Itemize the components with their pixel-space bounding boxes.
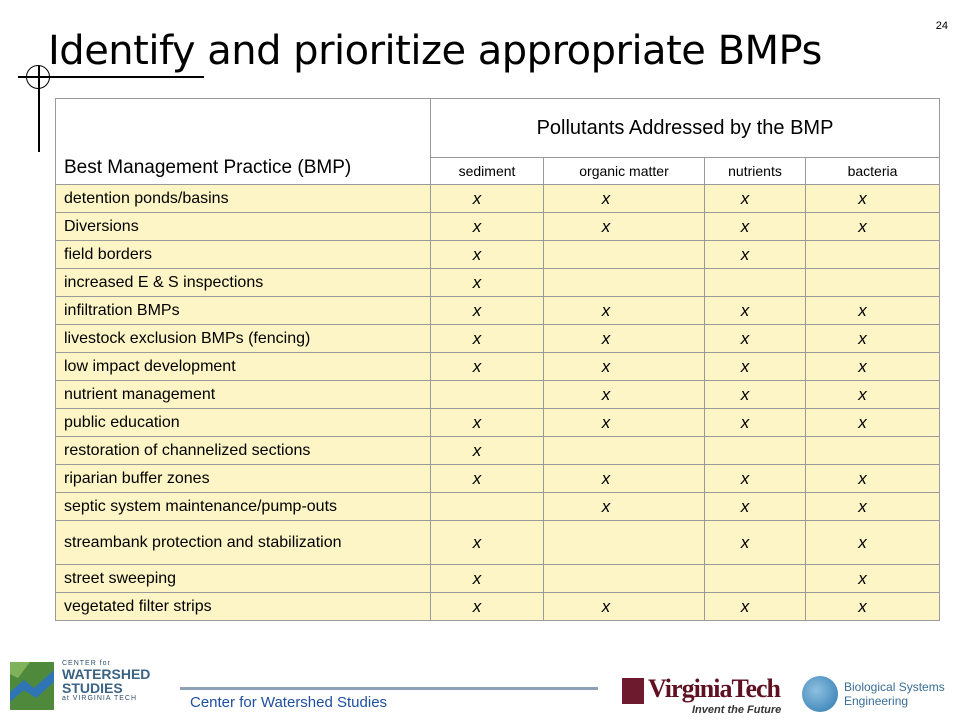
pollutant-mark-cell (544, 381, 705, 409)
pollutant-mark-cell (806, 565, 940, 593)
bmp-table-body (56, 185, 940, 621)
bmp-name-cell: riparian buffer zones (56, 465, 431, 493)
pollutant-mark-cell (705, 297, 806, 325)
pollutant-mark: x (601, 596, 611, 616)
pollutant-mark-cell (431, 241, 544, 269)
table-row (56, 593, 940, 621)
pollutant-mark-cell (431, 353, 544, 381)
pollutant-mark: x (472, 244, 482, 264)
pollutant-mark-cell (544, 241, 705, 269)
pollutant-mark: x (858, 532, 867, 552)
pollutant-mark: x (858, 356, 867, 376)
pollutant-mark-cell (806, 353, 940, 381)
bmp-name-cell: nutrient management (56, 381, 431, 409)
bmp-name-cell: septic system maintenance/pump-outs (56, 493, 431, 521)
pollutant-mark-cell (806, 409, 940, 437)
pollutant-mark: x (601, 468, 611, 488)
bmp-table (55, 98, 940, 621)
bmp-name-cell: livestock exclusion BMPs (fencing) (56, 325, 431, 353)
table-row (56, 465, 940, 493)
pollutant-mark-cell (544, 593, 705, 621)
bmp-name-cell: vegetated filter strips (56, 593, 431, 621)
pollutant-mark-cell (431, 409, 544, 437)
pollutant-mark: x (601, 216, 611, 236)
cws-logo-line1: CENTER for (62, 660, 111, 667)
pollutant-mark-cell (806, 521, 940, 565)
pollutant-mark: x (601, 412, 611, 432)
pollutant-mark-cell (806, 593, 940, 621)
frame-ring (26, 65, 50, 89)
pollutant-mark-cell (431, 437, 544, 465)
pollutant-mark: x (472, 328, 482, 348)
pollutant-mark-cell (544, 297, 705, 325)
pollutant-mark-cell (806, 213, 940, 241)
pollutant-mark: x (601, 356, 611, 376)
pollutant-mark: x (472, 356, 482, 376)
virginia-tech-logo (622, 674, 792, 718)
table-row (56, 381, 940, 409)
bse-logo-line2: Engineering (844, 694, 909, 708)
table-row (56, 241, 940, 269)
pollutant-mark-cell (705, 213, 806, 241)
cws-logo-text (62, 660, 150, 702)
pollutant-mark: x (740, 384, 750, 404)
pollutant-mark-cell (806, 241, 940, 269)
pollutant-mark-cell (705, 521, 806, 565)
pollutant-mark-cell (431, 213, 544, 241)
table-row (56, 409, 940, 437)
pollutant-mark: x (858, 596, 867, 616)
pollutant-mark: x (740, 328, 750, 348)
pollutant-mark-cell (431, 297, 544, 325)
pollutant-mark-cell (705, 353, 806, 381)
table-row (56, 353, 940, 381)
table-row (56, 437, 940, 465)
pollutant-mark-cell (544, 325, 705, 353)
vt-logo-tagline: Invent the Future (692, 704, 782, 716)
pollutant-mark: x (858, 328, 867, 348)
pollutant-mark: x (740, 532, 750, 552)
pollutant-mark-cell (544, 521, 705, 565)
pollutant-mark-cell (431, 565, 544, 593)
footer-bar (180, 687, 598, 690)
pollutant-mark: x (858, 568, 867, 588)
pollutant-mark-cell (705, 241, 806, 269)
watershed-map-icon (10, 662, 54, 710)
bmp-name-cell: infiltration BMPs (56, 297, 431, 325)
pollutant-mark-cell (705, 493, 806, 521)
pollutant-mark: x (740, 496, 750, 516)
pollutant-mark: x (858, 496, 867, 516)
pollutant-mark: x (472, 272, 482, 292)
column-header-bacteria: bacteria (806, 158, 940, 185)
slide-title: Identify and prioritize appropriate BMPs (48, 28, 822, 74)
pollutant-mark: x (472, 412, 482, 432)
bmp-name-cell: streambank protection and stabilization (56, 521, 431, 565)
bmp-column-header: Best Management Practice (BMP) (56, 99, 431, 185)
pollutant-mark: x (472, 468, 482, 488)
pollutant-mark-cell (806, 437, 940, 465)
cws-logo-line3: STUDIES (62, 680, 123, 696)
pollutant-mark: x (740, 596, 750, 616)
pollutant-mark-cell (431, 465, 544, 493)
vt-shield-icon (622, 678, 644, 704)
pollutant-mark-cell (806, 381, 940, 409)
table-row (56, 493, 940, 521)
pollutant-mark-cell (806, 269, 940, 297)
pollutant-mark: x (472, 532, 482, 552)
pollutant-mark-cell (544, 269, 705, 297)
table-row (56, 185, 940, 213)
pollutant-mark-cell (544, 409, 705, 437)
pollutant-mark: x (740, 468, 750, 488)
pollutant-mark: x (858, 188, 867, 208)
cws-logo (10, 660, 170, 714)
bse-logo (802, 676, 958, 716)
pollutant-mark: x (858, 384, 867, 404)
cws-logo-line4: at VIRGINIA TECH (62, 695, 137, 702)
pollutant-mark-cell (705, 269, 806, 297)
pollutants-header: Pollutants Addressed by the BMP (431, 99, 940, 158)
pollutant-mark-cell (431, 325, 544, 353)
pollutant-mark: x (472, 188, 482, 208)
pollutant-mark-cell (705, 185, 806, 213)
pollutant-mark-cell (806, 185, 940, 213)
pollutant-mark: x (472, 300, 482, 320)
pollutant-mark: x (740, 188, 750, 208)
table-row (56, 269, 940, 297)
bmp-name-cell: Diversions (56, 213, 431, 241)
pollutant-mark: x (472, 440, 482, 460)
bse-logo-line1: Biological Systems (844, 680, 945, 694)
pollutant-mark: x (601, 384, 611, 404)
pollutant-mark: x (740, 300, 750, 320)
pollutant-mark: x (740, 244, 750, 264)
column-header-organic-matter: organic matter (544, 158, 705, 185)
pollutant-mark-cell (544, 465, 705, 493)
pollutant-mark-cell (431, 185, 544, 213)
bmp-name-cell: low impact development (56, 353, 431, 381)
pollutant-mark-cell (705, 465, 806, 493)
pollutant-mark-cell (431, 593, 544, 621)
pollutant-mark-cell (544, 185, 705, 213)
pollutant-mark: x (601, 496, 611, 516)
table-row (56, 521, 940, 565)
pollutant-mark: x (472, 596, 482, 616)
pollutant-mark-cell (806, 493, 940, 521)
bmp-name-cell: field borders (56, 241, 431, 269)
pollutant-mark-cell (705, 593, 806, 621)
pollutant-mark: x (740, 216, 750, 236)
pollutant-mark: x (858, 300, 867, 320)
pollutant-mark-cell (806, 297, 940, 325)
cws-logo-line2: WATERSHED (62, 666, 151, 682)
table-row (56, 565, 940, 593)
bmp-name-cell: detention ponds/basins (56, 185, 431, 213)
column-header-nutrients: nutrients (705, 158, 806, 185)
pollutant-mark: x (858, 468, 867, 488)
pollutant-mark-cell (705, 325, 806, 353)
pollutant-mark-cell (544, 493, 705, 521)
pollutant-mark-cell (544, 213, 705, 241)
pollutant-mark-cell (544, 353, 705, 381)
bmp-name-cell: restoration of channelized sections (56, 437, 431, 465)
pollutant-mark: x (601, 328, 611, 348)
globe-icon (802, 676, 838, 712)
footer-text: Center for Watershed Studies (190, 694, 388, 711)
vt-logo-name: VirginiaTech (648, 674, 780, 703)
pollutant-mark-cell (431, 493, 544, 521)
pollutant-mark: x (472, 568, 482, 588)
pollutant-mark-cell (705, 409, 806, 437)
pollutant-mark-cell (705, 381, 806, 409)
pollutant-mark: x (740, 412, 750, 432)
pollutant-mark: x (858, 216, 867, 236)
pollutant-mark-cell (431, 269, 544, 297)
bmp-name-cell: street sweeping (56, 565, 431, 593)
pollutant-mark: x (740, 356, 750, 376)
column-header-sediment: sediment (431, 158, 544, 185)
table-row (56, 297, 940, 325)
slide-number: 24 (935, 20, 948, 32)
bmp-name-cell: increased E & S inspections (56, 269, 431, 297)
pollutant-mark: x (601, 188, 611, 208)
pollutant-mark-cell (806, 465, 940, 493)
pollutant-mark: x (472, 216, 482, 236)
pollutant-mark: x (601, 300, 611, 320)
pollutant-mark-cell (705, 565, 806, 593)
pollutant-mark-cell (431, 381, 544, 409)
table-row (56, 325, 940, 353)
pollutant-mark-cell (705, 437, 806, 465)
pollutant-mark-cell (806, 325, 940, 353)
pollutant-mark-cell (544, 437, 705, 465)
pollutant-mark-cell (544, 565, 705, 593)
bse-logo-text (844, 680, 945, 708)
bmp-name-cell: public education (56, 409, 431, 437)
pollutant-mark-cell (431, 521, 544, 565)
table-row (56, 213, 940, 241)
pollutant-mark: x (858, 412, 867, 432)
